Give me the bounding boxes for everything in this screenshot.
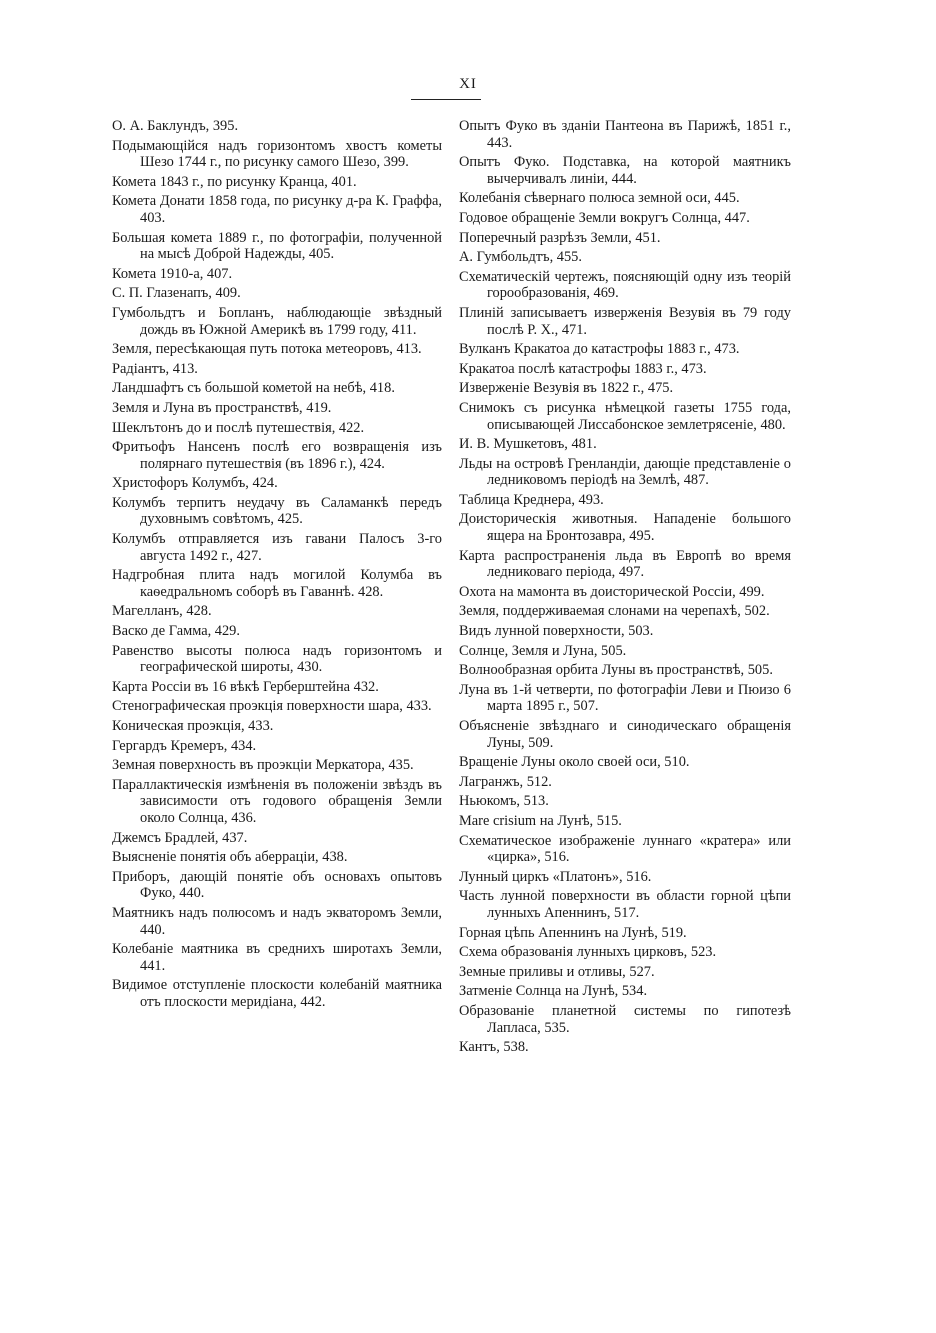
index-entry: О. А. Баклундъ, 395. — [112, 118, 239, 134]
index-entry: Кракатоа послѣ катастрофы 1883 г., 473. — [459, 360, 707, 377]
index-entry: Земля, поддерживаемая слонами на черепахѣ, 502. — [459, 603, 770, 620]
index-entry: Карта распространенія льда въ Европѣ во время ледниковаго періода, 497. — [459, 547, 791, 581]
index-entry: Ландшафтъ съ большой кометой на небѣ, 418. — [112, 380, 395, 397]
index-entry: Солнце, Земля и Луна, 505. — [459, 642, 627, 659]
index-entry: Льды на островѣ Гренландіи, дающіе представленіе о ледниковомъ періодѣ на Землѣ, 487. — [459, 455, 791, 489]
index-entry: Комета 1910-а, 407. — [112, 265, 233, 282]
index-entry: С. П. Глазенапъ, 409. — [112, 285, 241, 302]
index-entry: Надгробная плита надъ могилой Колумба въ каѳедральномъ соборѣ въ Гаваннѣ. 428. — [112, 567, 442, 600]
index-entry: Выясненіе понятія объ аберраціи, 438. — [112, 849, 348, 866]
index-entry: Карта Россіи въ 16 вѣкѣ Герберштейна 432. — [112, 678, 379, 695]
index-entry: Васко де Гамма, 429. — [112, 623, 240, 640]
index-entry: Комета 1843 г., по рисунку Кранца, 401. — [112, 173, 357, 190]
index-entry: Охота на мамонта въ доисторической Россіи, 499. — [459, 583, 765, 600]
index-entry: Радіантъ, 413. — [112, 360, 198, 377]
index-entry: Опытъ Фуко въ зданіи Пантеона въ Парижѣ, 1851 г., 443. — [459, 118, 791, 151]
index-entry: Земная поверхность въ проэкціи Меркатора, 435. — [112, 757, 414, 774]
index-entry: Часть лунной поверхности въ области горной цѣпи лунныхъ Апеннинъ, 517. — [459, 888, 791, 921]
index-entry: Затменіе Солнца на Лунѣ, 534. — [459, 983, 648, 1000]
index-entry: А. Гумбольдтъ, 455. — [459, 249, 582, 266]
index-entry: Лунный циркъ «Платонъ», 516. — [459, 868, 652, 885]
index-entry: Поперечный разрѣзъ Земли, 451. — [459, 229, 661, 246]
index-entry: Коническая проэкція, 433. — [112, 718, 274, 734]
index-entry: Подымающійся надъ горизонтомъ хвостъ кометы Шезо 1744 г., по рисунку самого Шезо, 399. — [112, 137, 442, 171]
index-entry: Горная цѣпь Апеннинъ на Лунѣ, 519. — [459, 924, 687, 941]
index-entry: Годовое обращеніе Земли вокругъ Солнца, 447. — [459, 209, 750, 226]
index-entry: Джемсъ Брадлей, 437. — [112, 829, 248, 846]
index-entry: Плиній записываетъ изверженія Везувія въ 79 году послѣ Р. Х., 471. — [459, 304, 791, 338]
index-entry: Комета Донати 1858 года, по рисунку д-ра К. Граффа, 403. — [112, 193, 442, 226]
index-entry: Видъ лунной поверхности, 503. — [459, 623, 654, 640]
index-entry: Объясненіе звѣзднаго и синодическаго обращенія Луны, 509. — [459, 718, 791, 751]
index-entry: Схема образованія лунныхъ цирковъ, 523. — [459, 944, 717, 961]
page-number: XI — [459, 76, 477, 92]
index-entry: Колебаніе маятника въ среднихъ широтахъ Земли, 441. — [112, 941, 442, 974]
index-entry: И. В. Мушкетовъ, 481. — [459, 436, 597, 453]
index-entry: Колумбъ терпитъ неудачу въ Саламанкѣ передъ духовнымъ совѣтомъ, 425. — [112, 494, 442, 528]
index-entry: Колумбъ отправляется изъ гавани Палосъ 3-го августа 1492 г., 427. — [112, 531, 442, 564]
left-column — [112, 118, 442, 1014]
index-entry: Схематическій чертежъ, поясняющій одну изъ теорій горообразованія, 469. — [459, 268, 791, 302]
index-entry: Схематическое изображеніе луннаго «кратера» или «цирка», 516. — [459, 832, 791, 866]
index-entry: Земля и Луна въ пространствѣ, 419. — [112, 399, 332, 416]
index-entry: Равенство высоты полюса надъ горизонтомъ и географической широты, 430. — [112, 642, 442, 676]
index-entry: Доисторическія животныя. Нападеніе большого ящера на Бронтозавра, 495. — [459, 511, 791, 545]
index-entry: Видимое отступленіе плоскости колебаній маятника отъ плоскости меридіана, 442. — [112, 977, 442, 1010]
index-entry: Луна въ 1-й четверти, по фотографіи Леви и Пюизо 6 марта 1895 г., 507. — [459, 681, 791, 715]
index-entry: Маятникъ надъ полюсомъ и надъ экваторомъ Земли, 440. — [112, 904, 442, 938]
index-entry: Шеклътонъ до и послѣ путешествія, 422. — [112, 419, 365, 436]
index-entry: Земные приливы и отливы, 527. — [459, 963, 655, 980]
index-entry: Образованіе планетной системы по гипотезѣ Лапласа, 535. — [459, 1002, 791, 1036]
index-entry: Ньюкомъ, 513. — [459, 793, 549, 810]
index-entry: Вулканъ Кракатоа до катастрофы 1883 г., 473. — [459, 341, 740, 358]
index-entry: Магелланъ, 428. — [112, 603, 212, 620]
index-entry: Mare crisium на Лунѣ, 515. — [459, 812, 622, 829]
index-entry: Лагранжъ, 512. — [459, 773, 552, 790]
index-entry: Снимокъ съ рисунка нѣмецкой газеты 1755 года, описывающей Лиссабонское землетрясеніе, 480. — [459, 399, 791, 433]
index-entry: Опытъ Фуко. Подставка, на которой маятникъ вычерчивалъ линіи, 444. — [459, 154, 791, 187]
header-rule — [411, 99, 481, 100]
index-entry: Изверженіе Везувія въ 1822 г., 475. — [459, 380, 674, 397]
right-column — [459, 118, 791, 1059]
index-entry: Вращеніе Луны около своей оси, 510. — [459, 754, 690, 771]
index-entry: Христофоръ Колумбъ, 424. — [112, 475, 278, 492]
index-entry: Стенографическая проэкція поверхности шара, 433. — [112, 698, 432, 715]
index-entry: Большая комета 1889 г., по фотографіи, полученной на мысѣ Доброй Надежды, 405. — [112, 229, 442, 263]
index-entry: Кантъ, 538. — [459, 1039, 529, 1056]
index-entry: Земля, пересѣкающая путь потока метеоровъ, 413. — [112, 341, 422, 358]
index-entry: Параллактическія измѣненія въ положеніи звѣздъ въ зависимости отъ годового обращенія Земли около Солнца, 436. — [112, 776, 442, 826]
index-entry: Гергардъ Кремеръ, 434. — [112, 737, 257, 754]
index-entry: Колебанія сѣвернаго полюса земной оси, 445. — [459, 190, 740, 207]
index-entry: Гумбольдтъ и Бопланъ, наблюдающіе звѣздный дождь въ Южной Америкѣ въ 1799 году, 411. — [112, 304, 442, 338]
index-entry: Приборъ, дающій понятіе объ основахъ опытовъ Фуко, 440. — [112, 868, 442, 902]
index-entry: Таблица Креднера, 493. — [459, 491, 604, 508]
index-entry: Волнообразная орбита Луны въ пространствѣ, 505. — [459, 662, 773, 679]
index-entry: Фритьофъ Нансенъ послѣ его возвращенія изъ полярнаго путешествія (въ 1896 г.), 424. — [112, 439, 442, 472]
